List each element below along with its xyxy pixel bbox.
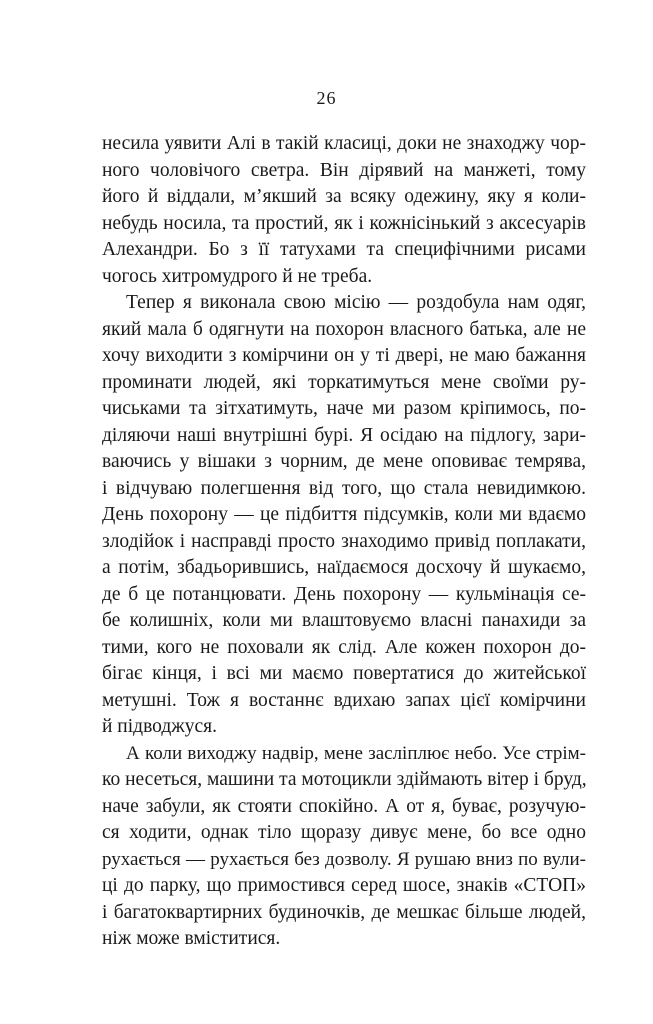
text-line: бе колишніх, коли ми влаштовуємо власні панахиди за (102, 610, 586, 631)
text-line: чиськами та зітхатимуть, наче ми разом кріпимось, по- (102, 398, 586, 419)
text-line: його й віддали, м’якший за всяку одежину, яку я коли- (102, 186, 586, 207)
text-line: рухається — рухається без дозволу. Я рушаю вниз по вули- (102, 848, 586, 870)
text-line: тими, кого не поховали як слід. Але кожен похорон до- (102, 636, 586, 658)
text-line: День похорону — це підбиття підсумків, коли ми вдаємо (102, 504, 586, 525)
text-line: бігає кінця, і всі ми маємо повертатися до житейської (102, 663, 586, 684)
text-line: А коли виходжу надвір, мене засліплює небо. Усе стрім- (126, 742, 586, 764)
text-line: який мала б одягнути на похорон власного батька, але не (102, 318, 586, 340)
text-line: проминати людей, які торкатимуться мене своїми ру- (102, 371, 586, 393)
text-line: злодійок і насправді просто знаходимо привід поплакати, (102, 530, 586, 552)
text-line: наче забули, як стояти спокійно. А от я, буває, розучую- (102, 795, 586, 817)
page-number: 26 (316, 88, 337, 108)
text-line: ко несеться, машини та мотоцикли здіймають вітер і бруд, (102, 769, 587, 790)
text-line: несила уявити Алі в такій класиці, доки не знаходжу чор- (102, 133, 586, 154)
body-text (102, 131, 586, 953)
text-line: ного чоловічого светра. Він дірявий на манжеті, тому (102, 159, 586, 181)
text-line: Алехандри. Бо з її татухами та специфічними рисами (102, 239, 586, 260)
text-line: діляючи наші внутрішні бурі. Я осідаю на підлогу, зари- (102, 424, 586, 446)
text-line: ніж може вміститися. (102, 928, 281, 949)
text-line: ваючись у вішаки з чорним, де мене оповиває темрява, (102, 451, 586, 472)
text-line: ся ходити, однак тіло щоразу дивує мене, бо все одно (102, 822, 586, 843)
text-line: Тепер я виконала свою місію — роздобула нам одяг, (126, 292, 586, 313)
text-line: хочу виходити з комірчини он у ті двері, не маю бажання (102, 345, 586, 366)
text-line: небудь носила, та простий, як і кожнісінький з аксесуарів (102, 212, 586, 234)
text-line: а потім, збадьорившись, наїдаємося досхочу й шукаємо, (102, 557, 586, 578)
text-line: і відчуваю полегшення від того, що стала невидимкою. (102, 477, 586, 499)
text-line: метушні. Тож я востаннє вдихаю запах цієї комірчини (102, 689, 586, 711)
text-line: ці до парку, що примостився серед шосе, знаків «СТОП» (102, 875, 586, 896)
text-line: чогось хитромудрого й не треба. (102, 265, 373, 287)
text-line: і багатоквартирних будиночків, де мешкає більше людей, (102, 901, 586, 923)
text-line: де б це потанцювати. День похорону — кульмінація се- (102, 583, 586, 605)
text-line: й підводжуся. (102, 716, 217, 737)
